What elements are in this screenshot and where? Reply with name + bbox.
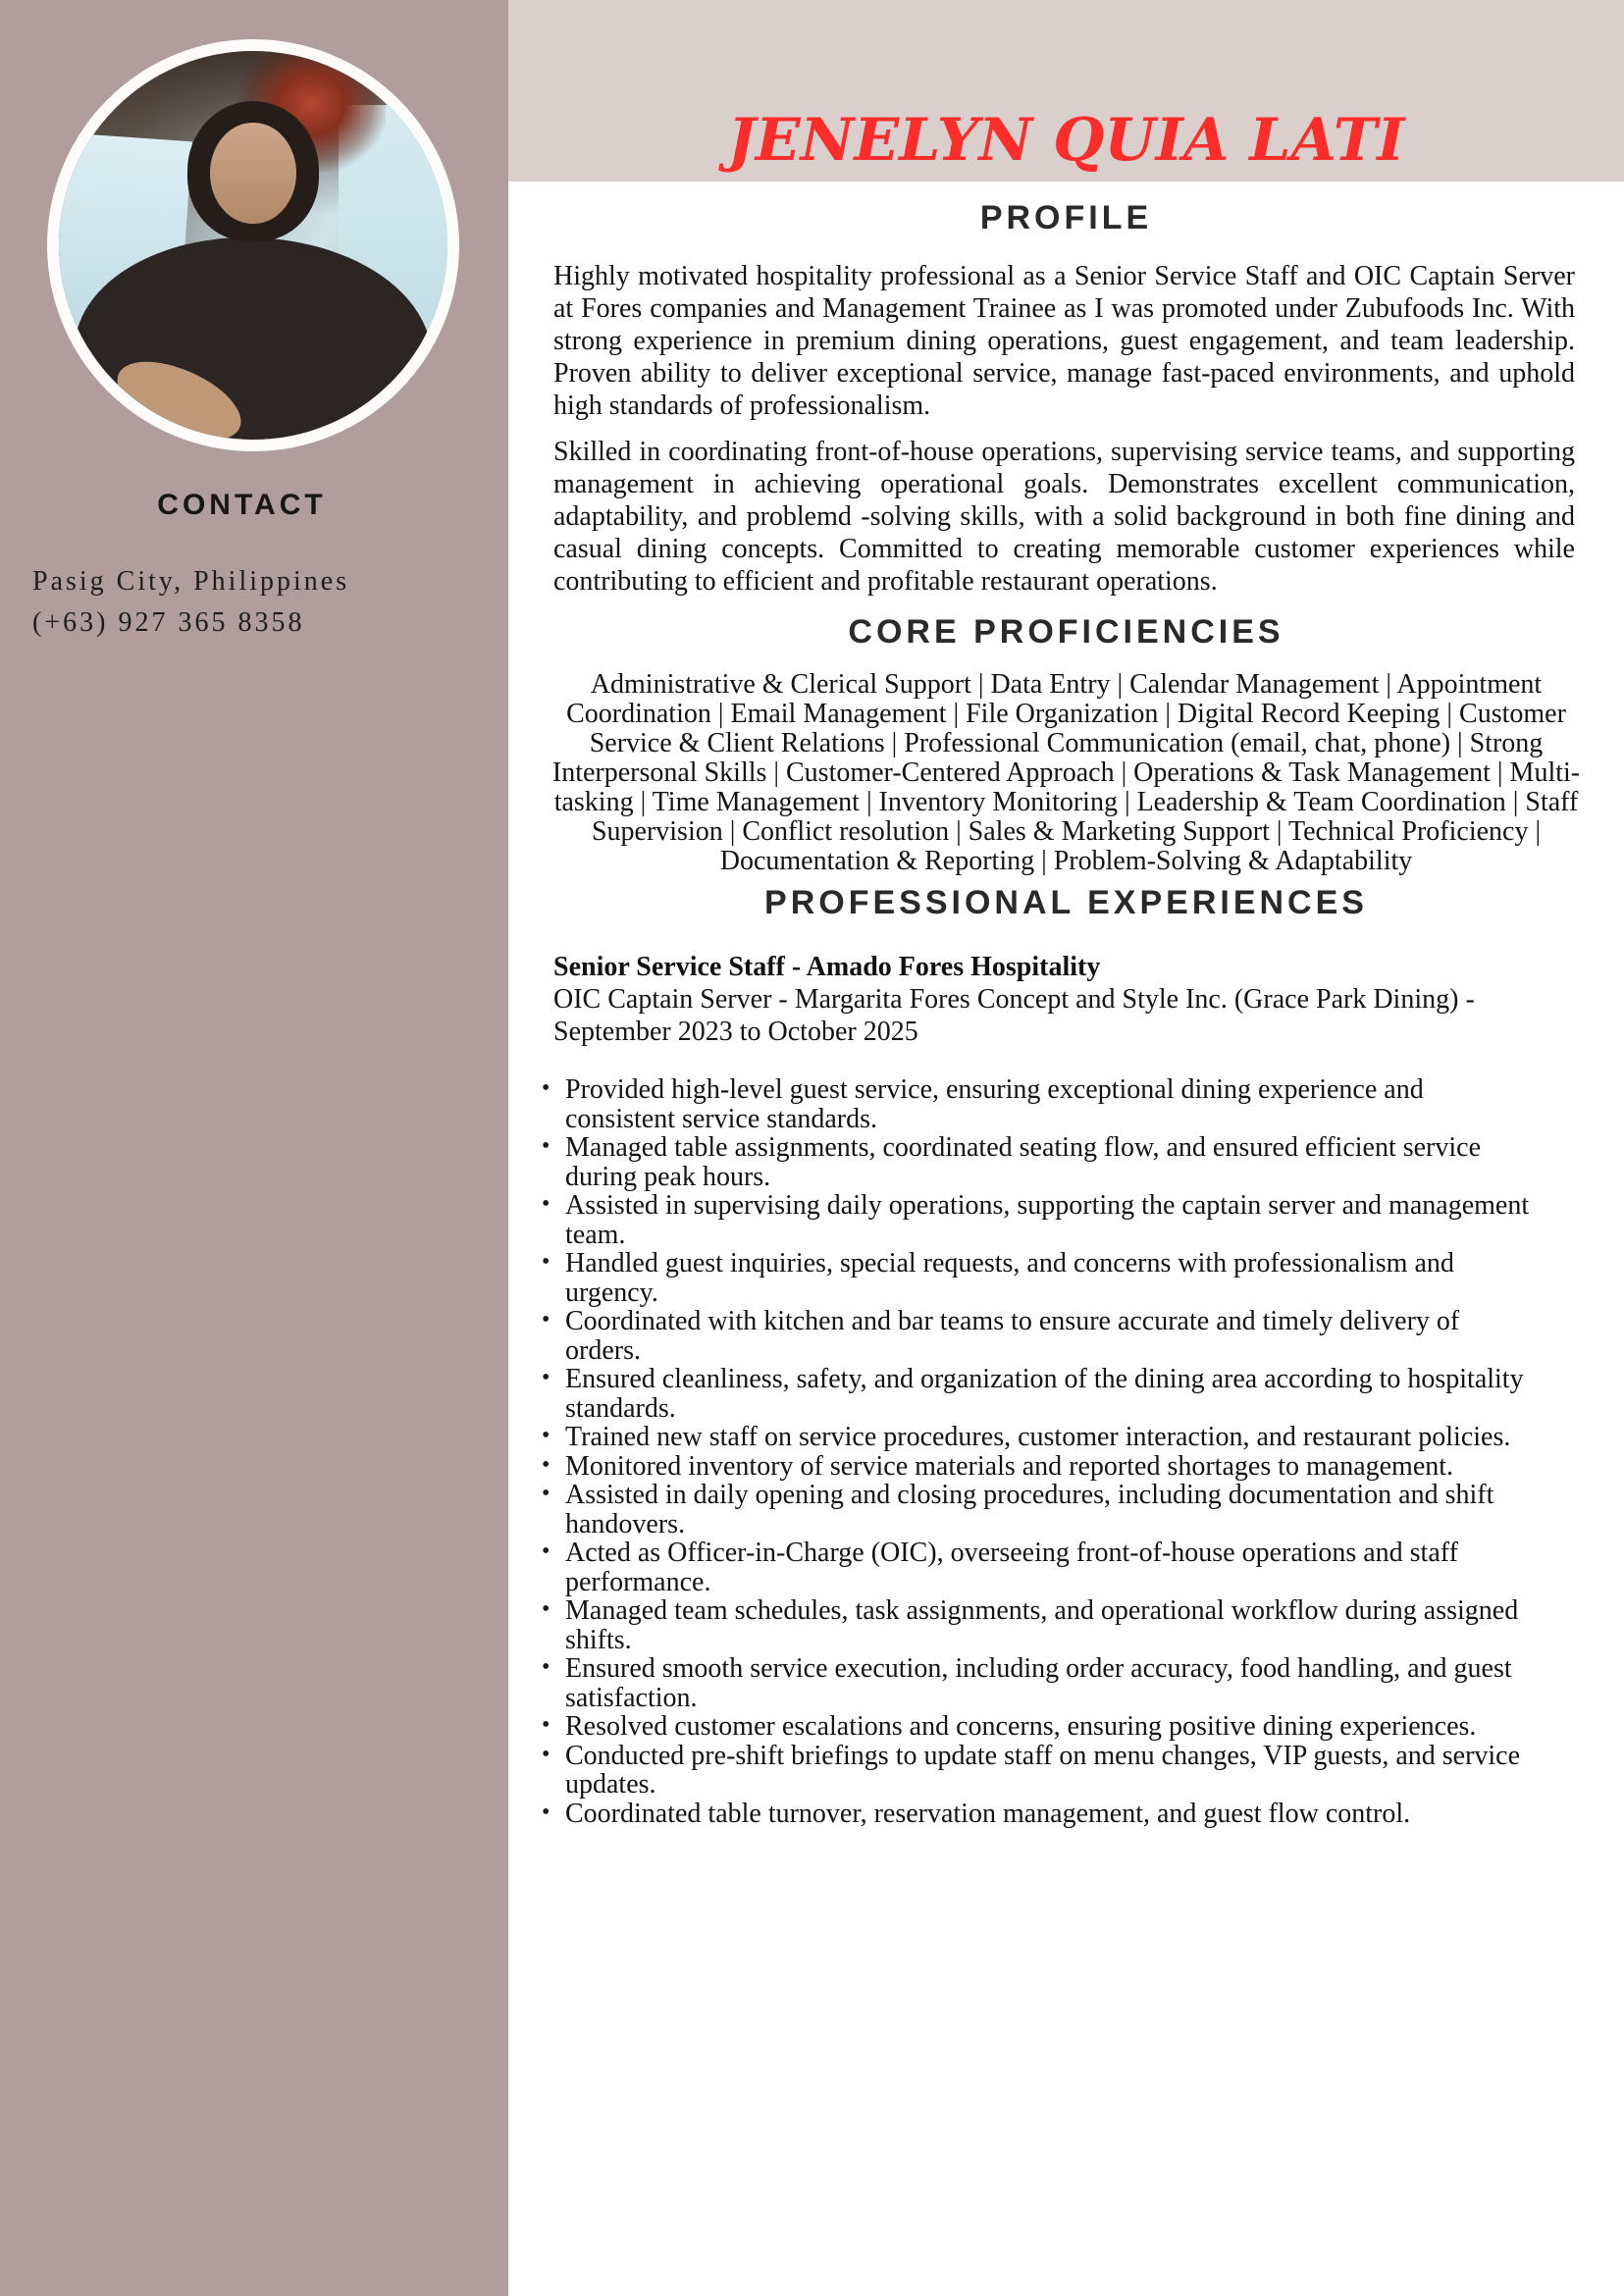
job-subtitle: OIC Captain Server - Margarita Fores Concept and Style Inc. (Grace Park Dining) - September 2023 to October 2025 <box>553 984 1475 1047</box>
experience-bullet: • Ensured cleanliness, safety, and organization of the dining area according to hospitality standards. <box>538 1365 1536 1423</box>
contact-phone: (+63) 927 365 8358 <box>32 607 305 638</box>
experience-bullet-list <box>538 1075 1536 1828</box>
contact-heading: CONTACT <box>157 489 327 521</box>
profile-heading: PROFILE <box>979 199 1153 236</box>
experience-bullet: • Ensured smooth service execution, including order accuracy, food handling, and guest satisfaction. <box>538 1654 1536 1712</box>
name-band <box>508 0 1624 182</box>
contact-section <box>0 489 508 644</box>
experience-bullet: • Handled guest inquiries, special requests, and concerns with professionalism and urgency. <box>538 1249 1536 1307</box>
experience-bullet: • Monitored inventory of service materials and reported shortages to management. <box>538 1452 1536 1482</box>
page-title: JENELYN QUIA LATI <box>727 106 1405 175</box>
job-block <box>553 951 1565 1048</box>
experience-bullet: • Coordinated with kitchen and bar teams to ensure accurate and timely delivery of orders. <box>538 1307 1536 1365</box>
experience-bullet: • Acted as Officer-in-Charge (OIC), overseeing front-of-house operations and staff performance. <box>538 1539 1536 1596</box>
experience-bullet: • Trained new staff on service procedures, customer interaction, and restaurant policies. <box>538 1423 1536 1452</box>
experience-bullet: • Managed team schedules, task assignments, and operational workflow during assigned shifts. <box>538 1596 1536 1654</box>
profile-paragraph-1: Highly motivated hospitality professional as a Senior Service Staff and OIC Captain Server at Fores companies and Management Trainee as I was promoted under Zubufoods Inc. With strong experience in premium dining operations, guest engagement, and team leadership. Proven ability to deliver exceptional service, manage fast-paced environments, and uphold high standards of professionalism. <box>553 261 1575 421</box>
experience-bullet: • Assisted in supervising daily operations, supporting the captain server and management team. <box>538 1191 1536 1249</box>
experience-bullet: • Managed table assignments, coordinated seating flow, and ensured efficient service during peak hours. <box>538 1133 1536 1191</box>
experience-bullet: • Assisted in daily opening and closing procedures, including documentation and shift handovers. <box>538 1481 1536 1539</box>
photo-person-face <box>210 123 295 224</box>
main-column <box>508 0 1624 2296</box>
profile-paragraph-2: Skilled in coordinating front-of-house operations, supervising service teams, and supporting management in achieving operational goals. Demonstrates excellent communication, adaptability, and problemd -solving skills, with a solid background in both fine dining and casual dining concepts. Committed to creating memorable customer experiences while contributing to efficient and profitable restaurant operations. <box>553 437 1575 597</box>
experience-bullet: • Conducted pre-shift briefings to update staff on menu changes, VIP guests, and service updates. <box>538 1742 1536 1800</box>
experience-bullet: • Coordinated table turnover, reservation management, and guest flow control. <box>538 1800 1536 1829</box>
experience-bullet: • Resolved customer escalations and concerns, ensuring positive dining experiences. <box>538 1712 1536 1742</box>
experience-bullet: • Provided high-level guest service, ensuring exceptional dining experience and consistent service standards. <box>538 1075 1536 1133</box>
job-title: Senior Service Staff - Amado Fores Hospitality <box>553 952 1101 982</box>
core-proficiencies-list: Administrative & Clerical Support | Data Entry | Calendar Management | Appointment Coordination | Email Management | File Organization | Digital Record Keeping | Customer Service & Client Relations | Professional Communication (email, chat, phone) | Strong Interpersonal Skills | Customer-Centered Approach | Operations & Task Management | Multi-tasking | Time Management | Inventory Monitoring | Leadership & Team Coordination | Staff Supervision | Conflict resolution | Sales & Marketing Support | Technical Proficiency | Documentation & Reporting | Problem-Solving & Adaptability <box>551 669 1581 876</box>
sidebar <box>0 0 508 2296</box>
contact-location: Pasig City, Philippines <box>32 566 350 597</box>
core-proficiencies-heading: CORE PROFICIENCIES <box>848 613 1284 651</box>
professional-experiences-heading: PROFESSIONAL EXPERIENCES <box>764 884 1368 921</box>
profile-photo <box>47 39 459 451</box>
